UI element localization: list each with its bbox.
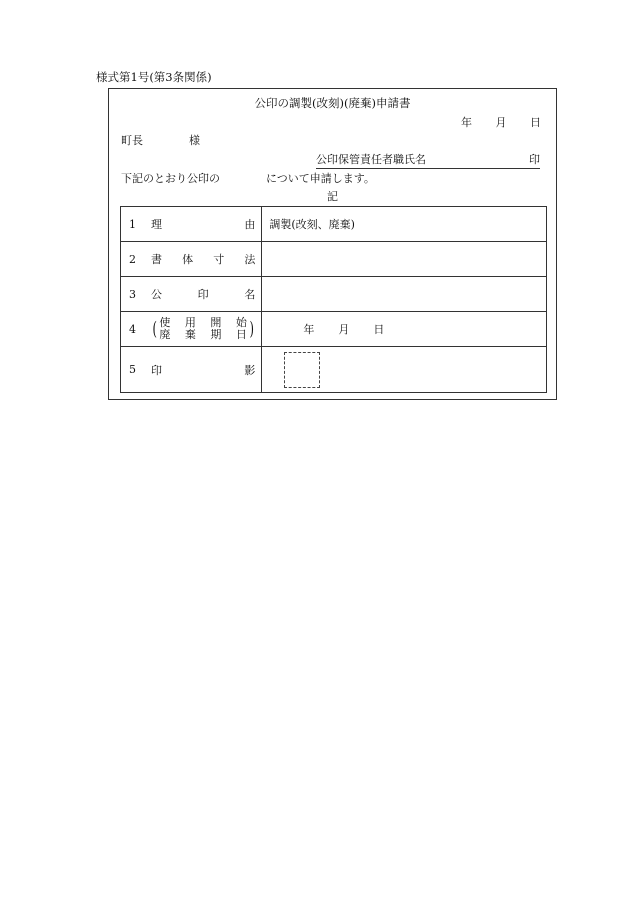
day-label: 日 bbox=[373, 323, 385, 336]
request-statement bbox=[121, 170, 375, 186]
seal-mark-label: 印 bbox=[529, 153, 540, 166]
table-row-seal-name bbox=[121, 277, 547, 312]
reason-value: 調製(改刻、廃棄) bbox=[269, 218, 355, 231]
year-label: 年 bbox=[461, 116, 472, 129]
town-head-label: 町長 bbox=[121, 134, 143, 147]
request-text-after: について申請します。 bbox=[266, 172, 375, 185]
day-label: 日 bbox=[530, 116, 541, 129]
row-number: 3 bbox=[129, 287, 136, 301]
ki-heading: 記 bbox=[327, 190, 338, 203]
table-row-seal-impression bbox=[121, 347, 547, 393]
table-row-font-size bbox=[121, 242, 547, 277]
row-number: 5 bbox=[129, 363, 136, 376]
month-label: 月 bbox=[338, 323, 350, 336]
addressee bbox=[121, 132, 200, 148]
seal-holder-line bbox=[316, 151, 540, 169]
details-table bbox=[120, 206, 547, 393]
row-label-seal-name: 公 印 名 bbox=[151, 288, 256, 301]
table-row-reason bbox=[121, 207, 547, 242]
row-label-font-size: 書 体 寸 法 bbox=[151, 253, 256, 266]
row-label-dates: ( 使 用 開 始 廃 棄 期 日 ) bbox=[152, 316, 254, 341]
request-text-before: 下記のとおり公印の bbox=[121, 172, 220, 185]
font-size-value[interactable] bbox=[262, 242, 547, 277]
form-number-label: 様式第1号(第3条関係) bbox=[96, 70, 212, 84]
table-row-dates bbox=[121, 312, 547, 347]
seal-name-value[interactable] bbox=[262, 277, 547, 312]
application-date bbox=[461, 114, 541, 130]
application-form bbox=[108, 88, 557, 400]
form-title: 公印の調製(改刻)(廃棄)申請書 bbox=[254, 96, 411, 110]
year-label: 年 bbox=[303, 323, 315, 336]
row-number: 1 bbox=[129, 217, 136, 231]
row-number: 4 bbox=[129, 322, 136, 336]
usage-date-value bbox=[262, 321, 546, 337]
honorific-label: 様 bbox=[189, 134, 200, 147]
seal-impression-box[interactable] bbox=[284, 352, 320, 388]
row-label-reason: 理 由 bbox=[151, 218, 256, 231]
seal-holder-label: 公印保管責任者職氏名 bbox=[316, 153, 426, 166]
row-label-seal-impression: 印 影 bbox=[151, 363, 256, 377]
row-number: 2 bbox=[129, 252, 136, 266]
month-label: 月 bbox=[495, 116, 507, 129]
